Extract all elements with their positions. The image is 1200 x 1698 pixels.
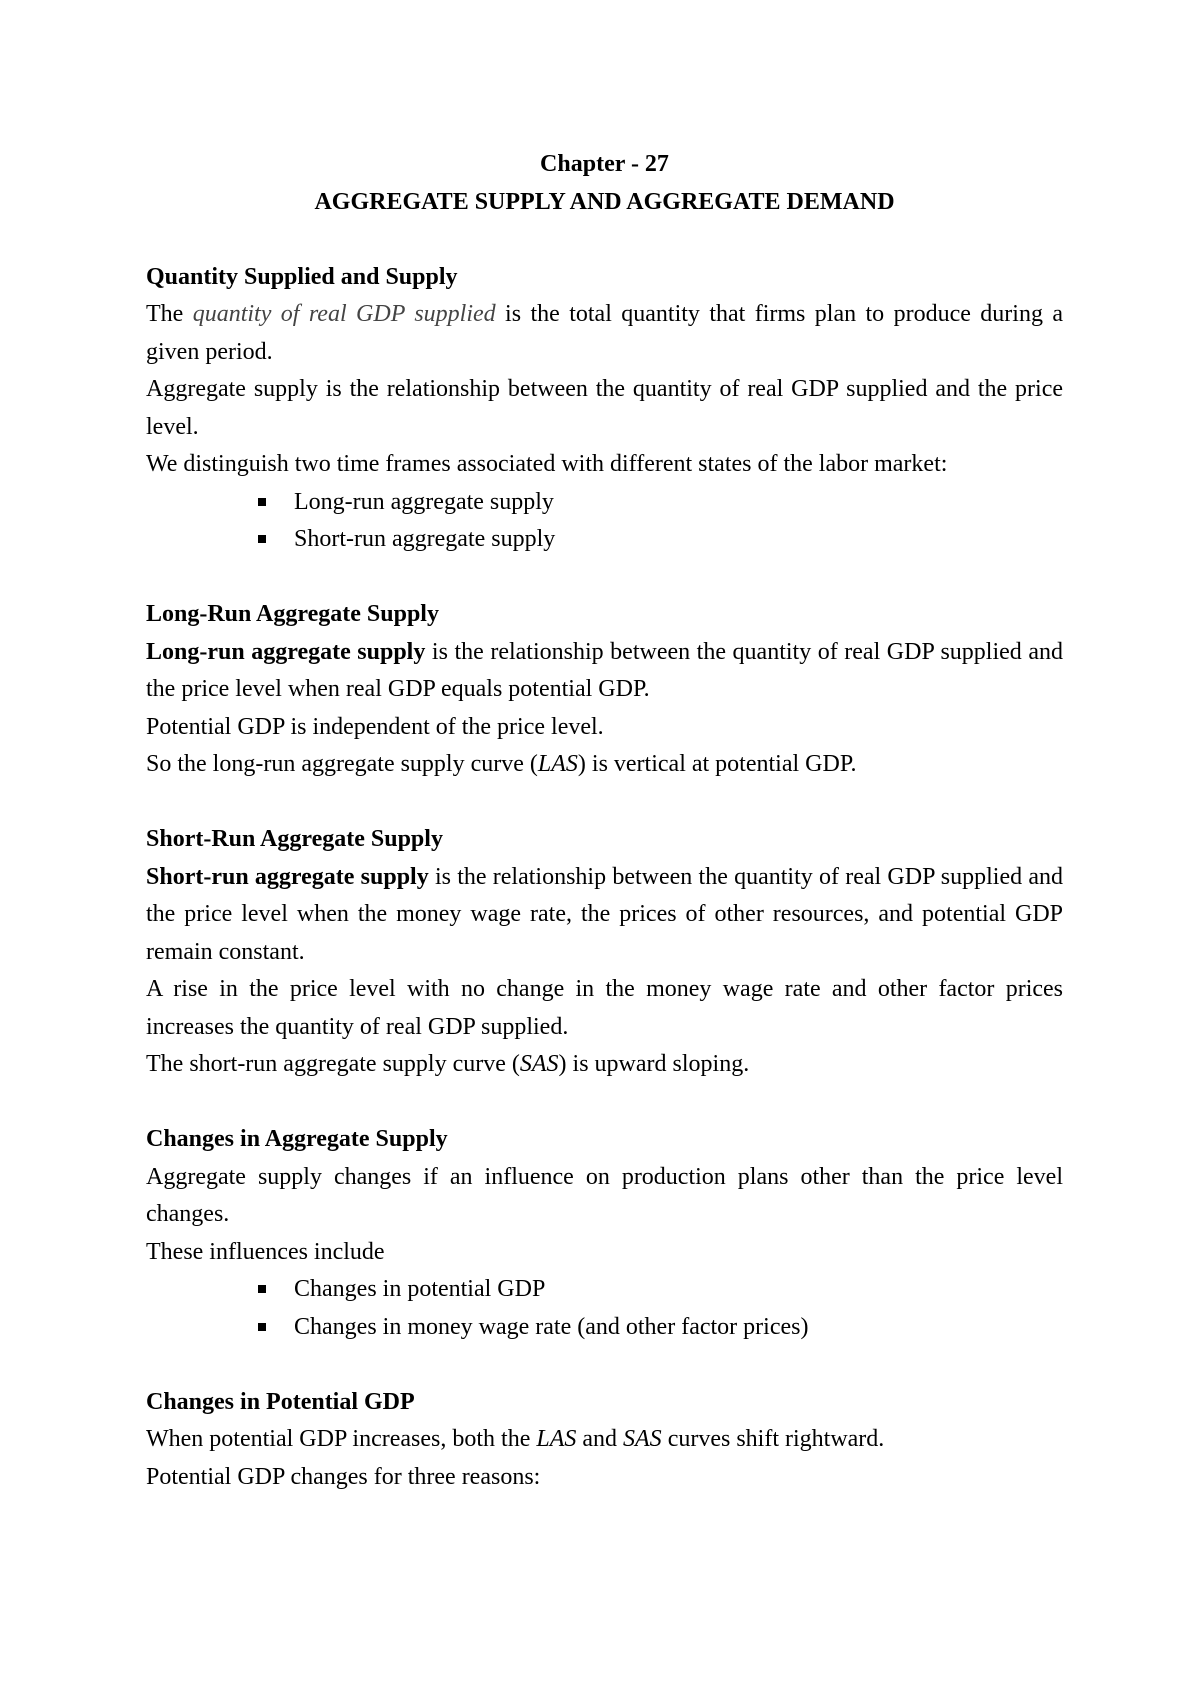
- text-run: The short-run aggregate supply curve (: [146, 1051, 520, 1077]
- chapter-number: Chapter - 27: [540, 151, 669, 177]
- bold-term: Long-run aggregate supply: [146, 638, 426, 665]
- paragraph: [146, 859, 1063, 972]
- text-run: When potential GDP increases, both the: [146, 1426, 537, 1452]
- list-item: [258, 484, 1063, 522]
- text-run: ) is vertical at potential GDP.: [577, 751, 857, 777]
- abbreviation: LAS: [537, 751, 578, 777]
- paragraph: Potential GDP is independent of the price level.: [146, 713, 604, 740]
- list-item-text: Short-run aggregate supply: [294, 526, 556, 552]
- paragraph: A rise in the price level with no change in the money wage rate and other factor prices increases the quantity of real GDP supplied.: [146, 976, 1063, 1040]
- list-item: [258, 1309, 1063, 1347]
- paragraph: Aggregate supply is the relationship between the quantity of real GDP supplied and the price level.: [146, 376, 1063, 440]
- text-run: curves shift rightward.: [661, 1426, 885, 1452]
- paragraph: [146, 634, 1063, 709]
- section-heading-changes-in-potential-gdp: Changes in Potential GDP: [146, 1388, 415, 1415]
- paragraph: These influences include: [146, 1238, 385, 1265]
- section-heading-short-run: Short-Run Aggregate Supply: [146, 826, 443, 852]
- text-run: is the relationship between the quantity of real GDP supplied and the price level when real GDP equals potential GDP.: [146, 638, 1063, 702]
- text-run: is the total quantity that firms plan to produce during a given period.: [146, 301, 1064, 365]
- list-item: [258, 521, 1063, 559]
- list-item-text: Long-run aggregate supply: [294, 488, 554, 515]
- paragraph: [146, 746, 1063, 784]
- list-item: [258, 1271, 1063, 1309]
- bold-term: Short-run aggregate supply: [146, 863, 429, 890]
- square-bullet-icon: [258, 1323, 266, 1331]
- section-heading-long-run: Long-Run Aggregate Supply: [146, 601, 439, 627]
- text-run: is the relationship between the quantity of real GDP supplied and the price level when the money wage rate, the prices of other resources, and potential GDP remain constant.: [146, 863, 1063, 965]
- square-bullet-icon: [258, 535, 266, 543]
- bullet-list: [146, 484, 1063, 559]
- bullet-list: [146, 1271, 1063, 1346]
- abbreviation: LAS: [536, 1426, 577, 1452]
- paragraph: Potential GDP changes for three reasons:: [146, 1463, 541, 1490]
- text-run: So the long-run aggregate supply curve (: [146, 751, 538, 777]
- list-item-text: Changes in potential GDP: [294, 1276, 546, 1302]
- paragraph: [146, 1046, 1063, 1084]
- abbreviation: SAS: [623, 1426, 662, 1452]
- text-run: The: [146, 301, 193, 327]
- text-run: ) is upward sloping.: [558, 1051, 750, 1077]
- abbreviation: SAS: [519, 1051, 559, 1077]
- square-bullet-icon: [258, 498, 266, 506]
- text-run: and: [576, 1426, 624, 1452]
- section-heading-quantity-supplied: Quantity Supplied and Supply: [146, 263, 458, 290]
- chapter-title: AGGREGATE SUPPLY AND AGGREGATE DEMAND: [314, 188, 895, 215]
- paragraph: We distinguish two time frames associated with different states of the labor market:: [146, 451, 948, 477]
- document-page: [146, 146, 1063, 1496]
- paragraph: [146, 1421, 1063, 1459]
- paragraph: Aggregate supply changes if an influence on production plans other than the price level changes.: [146, 1163, 1063, 1227]
- section-heading-changes-in-as: Changes in Aggregate Supply: [146, 1126, 448, 1152]
- square-bullet-icon: [258, 1285, 266, 1293]
- defined-term: quantity of real GDP supplied: [192, 301, 496, 327]
- list-item-text: Changes in money wage rate (and other factor prices): [294, 1313, 809, 1340]
- paragraph: [146, 296, 1063, 371]
